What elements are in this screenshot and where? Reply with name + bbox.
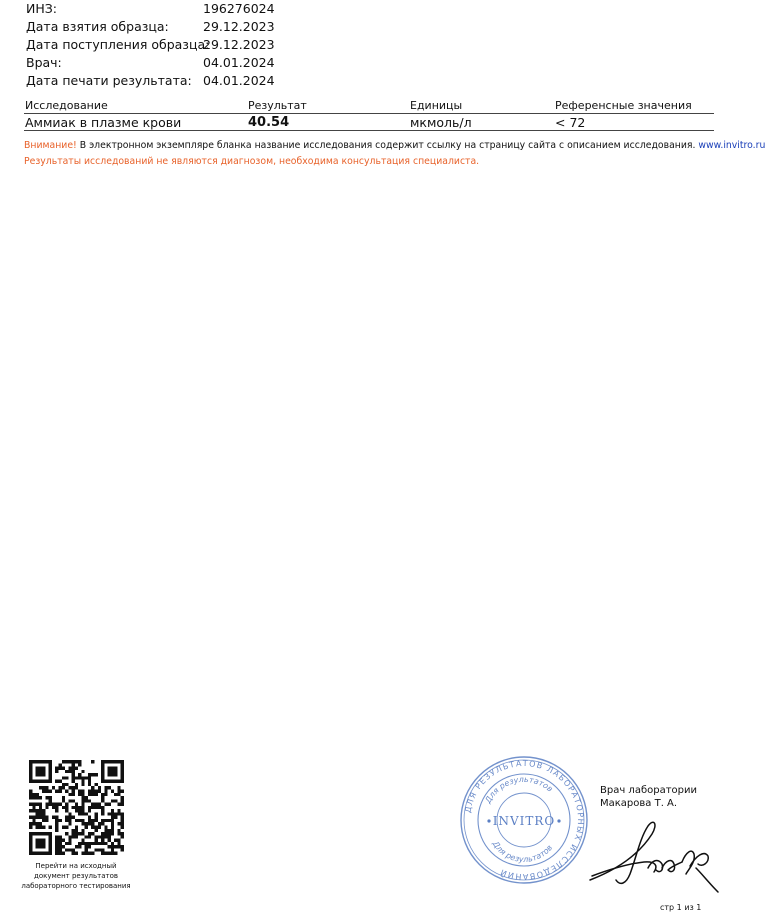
test-name-link[interactable]: Аммиак в плазме крови: [25, 115, 182, 130]
disclaimer: Результаты исследований не являются диагнозом, необходима консультация специалиста.: [24, 156, 480, 167]
stamp-inner-top: Для результатов: [483, 774, 555, 805]
stamp-center: INVITRO: [492, 814, 556, 828]
svg-text:Для результатов: [490, 839, 554, 864]
qr-caption-line: документ результатов: [33, 872, 119, 880]
svg-text:Для результатов: [483, 775, 555, 806]
notice-line: [24, 140, 765, 151]
signatory-name: Макарова Т. А.: [600, 798, 678, 809]
qr-code[interactable]: [29, 760, 124, 855]
table-row: [24, 114, 714, 131]
page-number: стр 1 из 1: [660, 903, 702, 912]
invitro-link[interactable]: www.invitro.ru: [698, 140, 765, 151]
qr-caption-line: лабораторного тестирования: [21, 882, 131, 890]
signatory-block: [600, 784, 697, 810]
info-value: 04.01.2024: [203, 73, 275, 88]
notice-text: В электронном экземпляре бланка название исследования содержит ссылку на страницу сайта с описанием исследования.: [79, 140, 696, 151]
signatory-title: Врач лаборатории: [600, 785, 697, 796]
warning-label: Внимание!: [24, 140, 77, 151]
header-result: Результат: [248, 99, 307, 112]
info-label: ИНЗ:: [26, 1, 57, 16]
test-reference: < 72: [555, 115, 586, 130]
stamp-outer-text: ДЛЯ РЕЗУЛЬТАТОВ ЛАБОРАТОРНЫХ ИССЛЕДОВАНИЙ: [463, 758, 586, 882]
invitro-stamp: [458, 754, 590, 886]
header-reference: Референсные значения: [555, 99, 692, 112]
test-result: 40.54: [248, 115, 290, 130]
info-value: 29.12.2023: [203, 19, 275, 34]
doctor-signature: [586, 812, 722, 896]
info-value: 04.01.2024: [203, 55, 275, 70]
info-value: 29.12.2023: [203, 37, 275, 52]
info-label: Дата поступления образца:: [26, 37, 210, 52]
info-label: Врач:: [26, 55, 62, 70]
table-header: [24, 98, 714, 114]
header-units: Единицы: [410, 99, 463, 112]
test-units: мкмоль/л: [410, 115, 472, 130]
info-label: Дата взятия образца:: [26, 19, 169, 34]
results-table: [24, 98, 714, 131]
header-test: Исследование: [25, 99, 108, 112]
stamp-inner-bottom: Для результатов: [490, 839, 555, 865]
qr-caption: [16, 861, 136, 891]
qr-caption-line: Перейти на исходный: [35, 862, 117, 870]
info-label: Дата печати результата:: [26, 73, 192, 88]
info-value: 196276024: [203, 1, 275, 16]
